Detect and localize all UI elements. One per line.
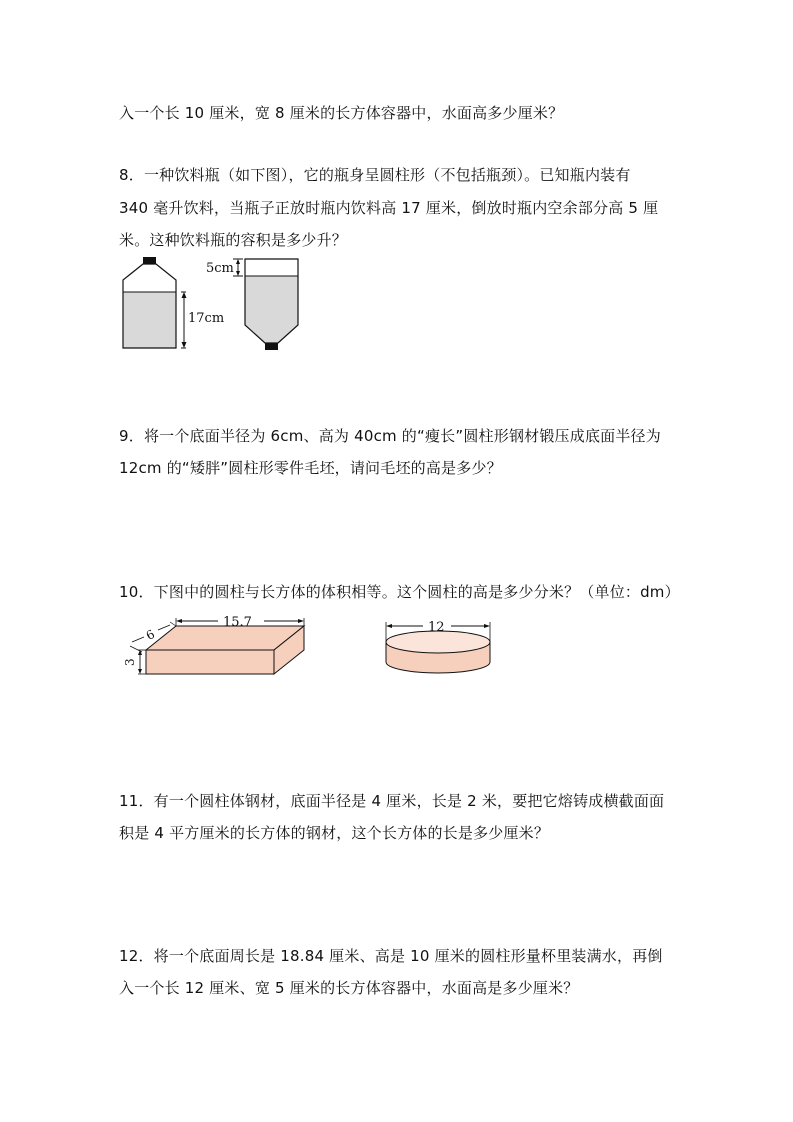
height-dimension <box>181 292 224 348</box>
box-height-label: 3 <box>123 658 137 666</box>
empty-label: 5cm <box>206 261 234 276</box>
q12-line-2: 入一个长 12 厘米、宽 5 厘米的长方体容器中，水面高是多少厘米？ <box>119 979 579 997</box>
q12-line-1: 12．将一个底面周长是 18.84 厘米、高是 10 厘米的圆柱形量杯里装满水，再倒 <box>119 947 663 965</box>
box-height-dimension <box>123 650 146 674</box>
cuboid-front <box>146 650 274 674</box>
q11-line-2: 积是 4 平方厘米的长方体的钢材，这个长方体的长是多少厘米？ <box>119 824 550 842</box>
width-label: 6 <box>143 626 157 643</box>
q10-line-1: 10．下图中的圆柱与长方体的体积相等。这个圆柱的高是多少分米？（单位：dm） <box>119 583 680 601</box>
q8-line-2: 340 毫升饮料，当瓶子正放时瓶内饮料高 17 厘米，倒放时瓶内空余部分高 5 厘 <box>119 199 659 217</box>
volume-figure <box>118 612 498 682</box>
length-label: 15.7 <box>223 615 252 630</box>
bottle-upright <box>123 257 176 348</box>
q11-line-1: 11．有一个圆柱体钢材，底面半径是 4 厘米，长是 2 米，要把它熔铸成横截面面 <box>119 792 665 810</box>
q8-line-3: 米。这种饮料瓶的容积是多少升？ <box>119 231 348 249</box>
diameter-label: 12 <box>428 620 445 635</box>
empty-dimension <box>206 259 243 276</box>
bottle-inverted-cap <box>265 343 278 350</box>
bottle-figure <box>118 252 308 357</box>
bottle-upright-cap <box>143 257 156 264</box>
q8-line-1: 8．一种饮料瓶（如下图），它的瓶身呈圆柱形（不包括瓶颈）。已知瓶内装有 <box>119 166 631 184</box>
cuboid <box>143 626 304 674</box>
q9-line-1: 9．将一个底面半径为 6cm、高为 40cm 的“瘦长”圆柱形钢材锻压成底面半径为 <box>119 427 661 445</box>
bottle-upright-liquid <box>123 292 176 348</box>
bottle-inverted <box>245 259 298 350</box>
cylinder <box>386 631 490 673</box>
q7-line-1: 入一个长 10 厘米，宽 8 厘米的长方体容器中，水面高多少厘米？ <box>119 104 564 122</box>
q9-line-2: 12cm 的“矮胖”圆柱形零件毛坯，请问毛坯的高是多少？ <box>119 459 502 477</box>
height-label: 17cm <box>188 311 225 326</box>
